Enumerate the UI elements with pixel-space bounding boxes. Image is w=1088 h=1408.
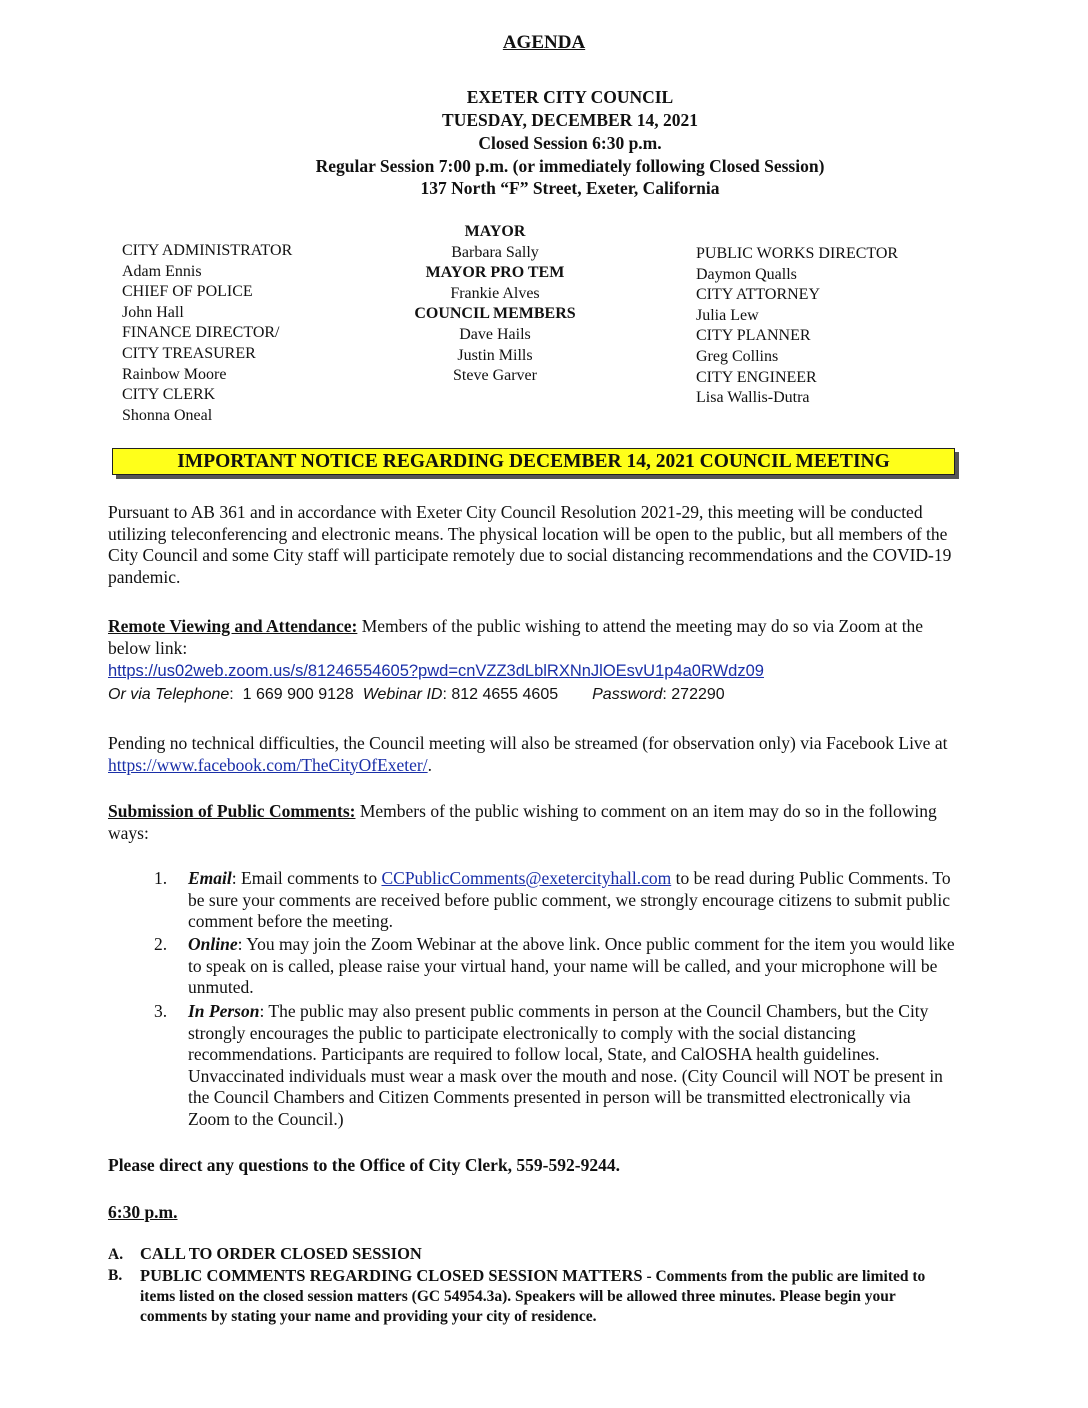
meeting-address: 137 North “F” Street, Exeter, California [420,178,720,198]
questions-line: Please direct any questions to the Office of City Clerk, 559-592-9244. [108,1155,620,1175]
staff-left-line: Adam Ennis [122,262,202,280]
list-number: 2. [154,934,168,954]
staff-right-line: CITY ENGINEER [696,368,817,386]
list-number: 1. [154,868,168,888]
method-text-after: to be read during Public Comments. To be sure your comments are received before public comment, we strongly encourage citizens to submit public comment before the meeting. [188,868,951,931]
zoom-link-line [108,661,958,683]
council-members-label: COUNCIL MEMBERS [414,305,576,323]
notice-banner: IMPORTANT NOTICE REGARDING DECEMBER 14, 2021 COUNCIL MEETING [112,448,955,475]
agenda-title: AGENDA [502,32,586,53]
comments-text: Members of the public wishing to comment on an item may do so in the following ways: [108,801,937,843]
regular-session-time: Regular Session 7:00 p.m. (or immediately following Closed Session) [315,156,825,176]
mayor-name: Barbara Sally [451,243,539,261]
staff-left-line: John Hall [122,303,184,321]
council-member: Justin Mills [457,346,533,364]
comment-method-in-person [188,1001,956,1130]
staff-right-line: Greg Collins [696,347,779,365]
remote-viewing-heading: Remote Viewing and Attendance: [108,616,358,636]
stream-text: Pending no technical difficulties, the Council meeting will also be streamed (for observation only) via Facebook Live at [108,733,948,753]
list-number: 3. [154,1001,168,1021]
staff-left-line: CITY CLERK [122,386,216,404]
email-link[interactable]: CCPublicComments@exetercityhall.com [381,868,672,888]
remote-viewing-text: Members of the public wishing to attend the meeting may do so via Zoom at the below link: [108,616,924,658]
item-letter: B. [108,1267,123,1284]
webinar-label: Webinar ID [362,686,443,703]
phone-number: : 1 669 900 9128 [229,686,363,703]
staff-left-line: Rainbow Moore [122,365,227,383]
item-title: PUBLIC COMMENTS REGARDING CLOSED SESSION MATTERS [140,1266,643,1285]
staff-right-column [696,244,898,409]
notice-intro: Pursuant to AB 361 and in accordance with Exeter City Council Resolution 2021-29, this meeting will be conducted utilizing teleconferencing and electronic means. The physical location will be open to the public, but all members of the City Council and some City staff will participate remotely due to social distancing recommendations and the COVID-19 pandemic. [108,502,952,587]
comments-heading: Submission of Public Comments: [108,801,356,821]
meeting-date: TUESDAY, DECEMBER 14, 2021 [442,110,698,130]
council-name: EXETER CITY COUNCIL [466,87,674,107]
staff-left-line: Shonna Oneal [122,406,213,424]
stream-paragraph [108,733,958,776]
staff-right-line: Lisa Wallis-Dutra [696,389,810,407]
password-label: Password [592,686,663,703]
remote-viewing-paragraph [108,616,958,659]
comment-method-email [188,868,956,933]
council-column [380,222,610,387]
staff-left-line: CHIEF OF POLICE [122,283,253,301]
staff-right-line: CITY ATTORNEY [696,286,820,304]
zoom-link[interactable]: https://us02web.zoom.us/s/81246554605?pwd=cnVZZ3dLblRXNnJlOEsvU1p4a0RWdz09 [108,662,764,680]
closed-item-a [108,1244,958,1265]
staff-right-line: PUBLIC WORKS DIRECTOR [696,245,899,262]
method-label: Online [188,934,238,954]
stream-end: . [427,754,432,775]
staff-left-line: CITY ADMINISTRATOR [122,242,293,259]
pro-tem-label: MAYOR PRO TEM [425,264,565,282]
method-text: : You may join the Zoom Webinar at the above link. Once public comment for the item you would like to speak on is called, please raise your virtual hand, your name will be called, and your microphone will be unmuted. [188,934,955,997]
method-text: : Email comments to [231,868,382,888]
item-detail: - Comments from the public are limited to items listed on the closed session matters (GC 54954.3a). Speakers will be allowed three minutes. Please begin your comments by stating your name and providing your city of residence. [140,1268,926,1325]
method-label: Email [188,868,232,888]
method-label: In Person [188,1001,260,1021]
council-member: Steve Garver [453,367,537,385]
method-text: : The public may also present public comments in person at the Council Chambers, but the City strongly encourages the public to participate electronically to comply with the social distancing recommendations. Participants are required to follow local, State, and CalOSHA health guidelines. Unvaccinated individuals must wear a mask over the mouth and nose. (City Council will NOT be present in the Council Chambers and Citizen Comments presented in person will be transmitted electronically via Zoom to the Council.) [188,1001,943,1129]
staff-right-line: Julia Lew [696,306,759,324]
staff-left-column [122,241,292,426]
staff-right-line: CITY PLANNER [696,327,811,345]
item-title: CALL TO ORDER CLOSED SESSION [140,1244,422,1263]
closed-session-time-heading: 6:30 p.m. [108,1202,178,1222]
password-value: : 272290 [662,686,725,703]
closed-session-time: Closed Session 6:30 p.m. [478,133,662,153]
telephone-line [108,684,958,706]
webinar-id: : 812 4655 4605 [442,686,559,703]
facebook-link[interactable]: https://www.facebook.com/TheCityOfExeter/ [108,754,428,775]
item-letter: A. [108,1246,124,1263]
staff-left-line: CITY TREASURER [122,344,256,362]
pro-tem-name: Frankie Alves [450,284,540,302]
phone-label: Or via Telephone [108,686,230,703]
comment-method-online [188,934,956,999]
mayor-label: MAYOR [464,223,526,240]
staff-right-line: Daymon Qualls [696,265,797,283]
comments-paragraph [108,801,958,844]
closed-item-b [108,1266,958,1327]
staff-left-line: FINANCE DIRECTOR/ [122,324,280,342]
council-member: Dave Hails [459,325,531,343]
